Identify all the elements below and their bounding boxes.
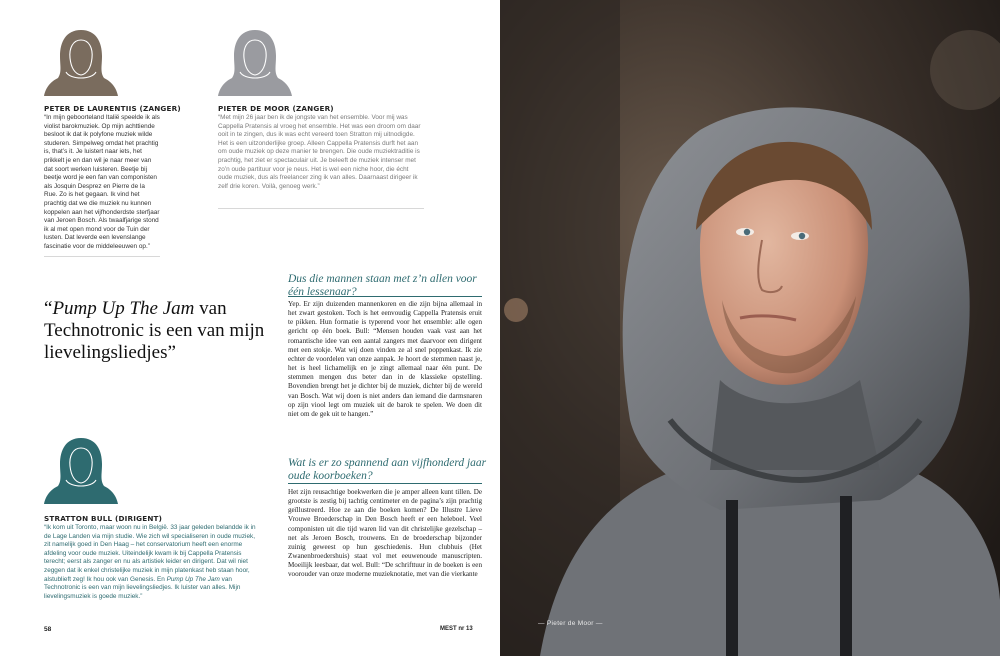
portrait-illustration [500,0,1000,656]
pull-quote-open: “ [44,298,53,319]
singer-quote [44,524,262,601]
divider [44,256,160,257]
pull-quote-title: Pump Up The Jam [52,298,195,319]
heading-rule [288,296,482,297]
singer-quote: “Met mijn 26 jaar ben ik de jongste van het ensemble. Voor mij was Cappella Pratensis al vroeg het ensemble. Het was een droom om daar ooit in te zingen, dus ik was echt vereerd toen Stratton mij uitnodigde. Het is een uitzonderlijke groep. Alleen Cappella Pratensis durft het aan om oude muziek op deze manier te brengen. Die oude muziektraditie is prachtig, het ziet er spectaculair uit. Je beleeft de muziek intenser met zo’n oude partituur voor je neus. Het is wel een niche hoor, die écht oude muziek, dus als freelancer zing ik van alles. Daarnaast dirigeer ik zelf drie koren. Voilà, genoeg werk.” [218,114,421,190]
section-heading: Wat is er zo spannend aan vijfhonderd jaar oude koorboeken? [288,457,487,482]
pull-quote-text: van Technotronic is een van mijn lievelingsliedjes” [44,298,265,363]
section-body: Yep. Er zijn duizenden mannenkoren en die zijn bijna allemaal in het zwart gestoken. Toch is het eenvoudig Cappella Pratensis eruit te pikken. Hun formatie is typerend voor het ensemble: alle ogen gericht op één boek. Bull: “Mensen houden vaak vast aan het romantische idee van een aantal zangers met daarvoor een dirigent met een stokje. Wat wij doen vinden ze al snel poppenkast. Ik zie echter de voordelen van onze aanpak. Je hoort de stemmen naast je, het is heel lichamelijk en je zingt allemaal naar één punt. De stemmen mengen dus beter dan in de klassieke opstelling. Bovendien brengt het je dichter bij de muziek, dichter bij de wereld van Bosch. Wat wij doen is niet anders dan iemand die darmsnaren op zijn viool legt om muziek uit de barok te spelen. We doen dit niet om de gek uit te hangen.” [288,300,482,418]
quote-song-title: Pump Up The Jam [166,575,220,583]
page-number: 58 [44,626,52,633]
photo-caption: — Pieter de Moor — [538,620,603,627]
hooded-figure-icon [218,28,292,96]
singer-name: PIETER DE MOOR (ZANGER) [218,104,334,113]
heading-rule [288,483,482,484]
singer-name: STRATTON BULL (DIRIGENT) [44,514,163,523]
magazine-issue: MEST nr 13 [440,626,473,632]
section-heading: Dus die mannen staan met z’n allen voor één lessenaar? [288,273,477,298]
section-body: Het zijn reusachtige boekwerken die je amper alleen kunt tillen. De grootste is zestig bij tachtig centimeter en de pagina’s zijn prachtig geïllustreerd. Hoe ze aan die boeken komen? De Illustre Lieve Vrouwe Broederschap in Den Bosch heeft er een heleboel. Veel componisten uit die tijd waren lid van dit christelijke gezelschap – net als Jeroen Bosch, trouwens. En de broederschap bijzonder zuinig geweest op hun geschiedenis. Hun clubhuis (Het Zwanenbroedershuis) staat vol met eeuwenoude manuscripten. Moeilijk leesbaar, dat wel. Bull: “De schrifttuur in de boeken is een voorouder van onze moderne muzieknotatie, met van die vierkante [288,488,482,579]
quote-text: van Technotronic is een van mijn lievelingsliedjes. Ik luister van alles. Mijn lievelingsmuziek is goede muziek.” [44,575,241,600]
quote-text: “Ik kom uit Toronto, maar woon nu in België. 33 jaar geleden belandde ik in de Lage Landen via mijn studie. Wie zich wil specialiseren in oude muziek, zit namelijk goed in Den Haag – het conservatorium heeft een enorme afdeling voor oude muziek. Uiteindelijk kwam ik bij Cappella Pratensis terecht; eerst als zanger en nu als artistiek leider en dirigent. Dat wil niet zeggen dat ik enkel christelijke muziek in mijn platenkast heb staan hoor, alstublieft zeg! Ik hou ook van Genesis. En [44,524,256,583]
divider [218,208,424,209]
hooded-figure-icon [44,28,118,96]
pull-quote [44,298,269,364]
portrait-photo [500,0,1000,656]
hooded-figure-icon [44,436,118,504]
singer-name: PETER DE LAURENTIIS (ZANGER) [44,104,181,113]
singer-quote: “In mijn geboorteland Italië speelde ik als violist barokmuziek. Op mijn achttiende besloot ik dat ik polyfone muziek wilde studeren. Simpelweg omdat het prachtig is, that’s it. Je luistert naar iets, het prikkelt je en dan wil je naar meer van dat soort werken luisteren. Beetje bij beetje word je een fan van componisten als Josquin Desprez en Pierre de la Rue. Zo is het gegaan. Ik vind het prachtig dat we die muziek nu kunnen koppelen aan het vijfhonderdste sterfjaar van Jeroen Bosch. Als twaalfjarige stond ik al met open mond voor de Tuin der lusten. Dat leverde een levenslange fascinatie voor de middeleeuwen op.” [44,114,160,250]
